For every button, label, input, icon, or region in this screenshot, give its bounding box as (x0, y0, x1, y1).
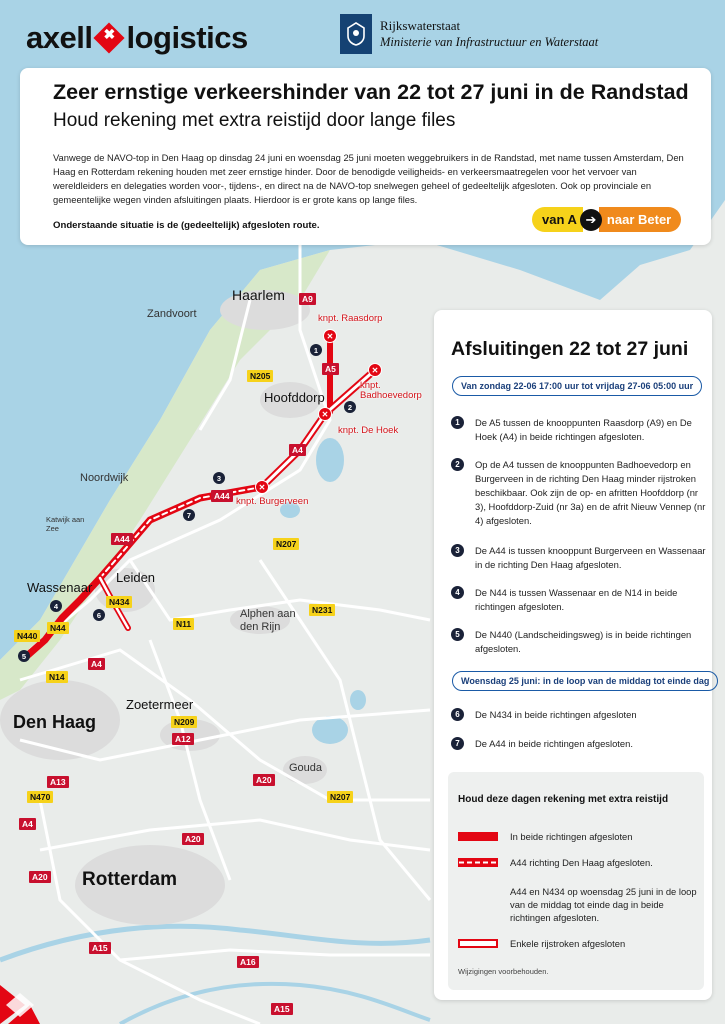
legend-label: A44 richting Den Haag afgesloten. (510, 857, 653, 868)
map-marker-7: 7 (183, 509, 195, 521)
closures-title: Afsluitingen 22 tot 27 juni (451, 338, 689, 360)
place-hoofddorp: Hoofddorp (264, 390, 325, 405)
page-title: Zeer ernstige verkeershinder van 22 tot 27 juni in de Randstad (53, 80, 689, 104)
place-leiden: Leiden (116, 570, 156, 585)
map-marker-2: 2 (344, 401, 356, 413)
closure-number: 5 (451, 628, 464, 641)
closure-text: De A5 tussen de knooppunten Raasdorp (A9) en De Hoek (A4) in beide richtingen afgesloten. (475, 417, 692, 442)
road-a15-west: A15 (89, 942, 111, 954)
period-2-badge: Woensdag 25 juni: in de loop van de middag tot einde dag (452, 671, 718, 691)
top-branding-bar (0, 0, 725, 70)
road-a20-west: A20 (29, 871, 51, 883)
road-a5: A5 (322, 363, 339, 375)
place-gouda: Gouda (289, 762, 323, 774)
place-noordwijk: Noordwijk (80, 472, 129, 484)
crest-icon (340, 14, 372, 54)
place-wassenaar: Wassenaar (27, 580, 93, 595)
closure-text: De N440 (Landscheidingsweg) is in beide richtingen afgesloten. (475, 629, 692, 654)
dashed-red-line-icon (458, 858, 498, 867)
knpt-badhoevedorp-label: knpt. Badhoevedorp (360, 380, 422, 401)
closure-number: 7 (451, 737, 464, 750)
closure-number: 1 (451, 416, 464, 429)
map-marker-5: 5 (18, 650, 30, 662)
road-a4-leiden: A4 (88, 658, 105, 670)
logo-word-right: logistics (126, 20, 248, 55)
place-alphen: Alphen aan den Rijn (240, 608, 296, 633)
logo-word-left: axell (26, 20, 93, 55)
road-n207-north: N207 (273, 538, 299, 550)
gov-line-1: Rijkswaterstaat (380, 18, 461, 33)
knooppunt-de-hoek-marker: ✕ (318, 407, 332, 421)
legend-label: A44 en N434 op woensdag 25 juni in de loop van de middag tot einde dag in beide richtingen afgesloten. (510, 886, 697, 923)
closure-number: 2 (451, 458, 464, 471)
outlined-red-line-icon (458, 939, 498, 948)
place-zandvoort: Zandvoort (147, 308, 197, 320)
axell-diamond-icon (94, 22, 125, 53)
page-subtitle: Houd rekening met extra reistijd door lange files (53, 110, 456, 131)
road-n44: N44 (47, 622, 69, 634)
road-n209: N209 (171, 716, 197, 728)
header-card (20, 68, 711, 245)
lake (350, 690, 366, 710)
closure-text: Op de A4 tussen de knooppunten Badhoevedorp en Burgerveen in de richting Den Haag minder rijstroken beschikbaar. Ook zijn de op- en afritten Hoofddorp (nr 3), Hoofddorp-Zuid (nr 3a) en de afrit Nieuw Vennep (nr 4) afgesloten. (475, 459, 706, 526)
road-n434: N434 (106, 596, 132, 608)
road-a44-west: A44 (111, 533, 133, 545)
intro-text: Vanwege de NAVO-top in Den Haag op dinsdag 24 juni en woensdag 25 juni moeten weggebruikers in de Randstad, met name tussen Amsterdam, Den Haag en Rotterdam rekening houden met zeer ernstige hinder. Door de benodigde veiligheids- en verkeersmaatregelen voor het vervoer van wereldleiders en delegaties worden voor-, tijdens-, en direct na de NAVO-top snelwegen geheel of gedeeltelijk afgesloten. Ook op provinciale en gemeentelijke wegen vinden afsluitingen plaats. Hierdoor is er grote kans op lange files. (53, 152, 684, 205)
road-a4-north: A4 (289, 444, 306, 456)
closure-text: De N434 in beide richtingen afgesloten (475, 709, 637, 720)
axell-logo (26, 20, 248, 56)
route-note: Onderstaande situatie is de (gedeeltelijk) afgesloten route. (53, 220, 320, 231)
arrow-right-icon: ➔ (580, 209, 602, 231)
gov-line-2: Ministerie van Infrastructuur en Waterstaat (380, 35, 599, 49)
map-marker-6: 6 (93, 609, 105, 621)
place-katwijk: Katwijk aan Zee (46, 515, 85, 533)
place-zoetermeer: Zoetermeer (126, 697, 194, 712)
road-a12: A12 (172, 733, 194, 745)
tagline-part-b: naar Beter (599, 207, 681, 232)
road-a13: A13 (47, 776, 69, 788)
axell-corner-mark-icon (0, 975, 40, 1024)
closure-text: De A44 is tussen knooppunt Burgerveen en Wassenaar in de richting Den Haag afgesloten. (475, 545, 706, 570)
road-a20-east: A20 (182, 833, 204, 845)
period-1-badge: Van zondag 22-06 17:00 uur tot vrijdag 27-06 05:00 uur (452, 376, 702, 396)
knpt-raasdorp-label: knpt. Raasdorp (318, 313, 383, 324)
road-n205: N205 (247, 370, 273, 382)
legend-footnote: Wijzigingen voorbehouden. (458, 967, 549, 976)
legend-label: Enkele rijstroken afgesloten (510, 938, 626, 949)
road-a44-east: A44 (211, 490, 233, 502)
road-a4-south: A4 (19, 818, 36, 830)
solid-red-line-icon (458, 832, 498, 841)
place-haarlem: Haarlem (232, 287, 285, 303)
road-a15-east: A15 (271, 1003, 293, 1015)
lake (312, 716, 348, 744)
road-n231: N231 (309, 604, 335, 616)
road-n14: N14 (46, 671, 68, 683)
road-a9: A9 (299, 293, 316, 305)
place-den-haag: Den Haag (13, 712, 97, 732)
knooppunt-raasdorp-marker: ✕ (323, 329, 337, 343)
closure-number: 6 (451, 708, 464, 721)
knooppunt-burgerveen-marker: ✕ (255, 480, 269, 494)
road-n207-south: N207 (327, 791, 353, 803)
tagline-part-a: van A (532, 207, 583, 232)
closure-number: 4 (451, 586, 464, 599)
map-marker-4: 4 (50, 600, 62, 612)
road-a20-gouda: A20 (253, 774, 275, 786)
closure-text: De N44 is tussen Wassenaar en de N14 in beide richtingen afgesloten. (475, 587, 678, 612)
legend-title: Houd deze dagen rekening met extra reistijd (458, 794, 669, 805)
road-a16: A16 (237, 956, 259, 968)
map-marker-3: 3 (213, 472, 225, 484)
road-n470: N470 (27, 791, 53, 803)
place-rotterdam: Rotterdam (82, 869, 178, 890)
road-n11: N11 (173, 618, 194, 630)
lake (316, 438, 344, 482)
road-n440: N440 (14, 630, 40, 642)
legend-label: In beide richtingen afgesloten (510, 831, 633, 842)
knooppunt-badhoevedorp-marker: ✕ (368, 363, 382, 377)
closure-number: 3 (451, 544, 464, 557)
closure-text: De A44 in beide richtingen afgesloten. (475, 738, 633, 749)
knpt-de-hoek-label: knpt. De Hoek (338, 425, 399, 436)
knpt-burgerveen-label: knpt. Burgerveen (236, 496, 309, 507)
map-marker-1: 1 (310, 344, 322, 356)
tagline-badge (532, 207, 681, 232)
map-legend (448, 772, 704, 990)
